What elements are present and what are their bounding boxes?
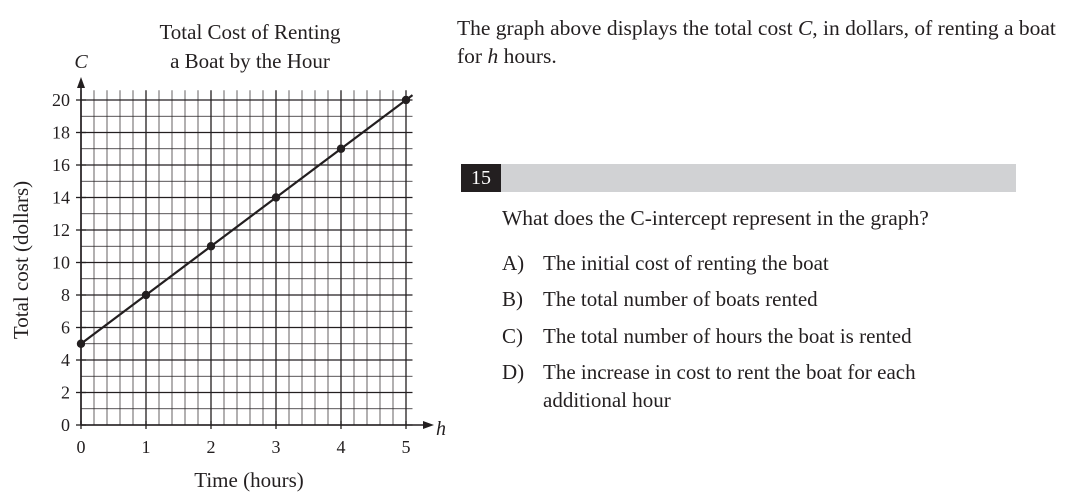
x-axis-label: Time (hours) xyxy=(194,468,304,492)
data-point xyxy=(142,291,150,299)
y-tick-label: 18 xyxy=(52,122,70,143)
data-point xyxy=(337,145,345,153)
y-tick-label: 8 xyxy=(61,285,70,305)
x-tick-label: 4 xyxy=(336,437,346,457)
question-prompt: What does the C-intercept represent in the graph? xyxy=(502,206,929,230)
choice-text: The total number of hours the boat is rented xyxy=(543,324,912,348)
intro-text-3: hours. xyxy=(498,44,557,68)
y-tick-label: 16 xyxy=(52,155,70,175)
intro-text-1: The graph above displays the total cost xyxy=(457,16,798,40)
x-tick-label: 0 xyxy=(76,437,86,457)
x-tick-label: 3 xyxy=(271,437,281,457)
x-axis-arrow-icon xyxy=(423,421,434,429)
x-tick-label: 2 xyxy=(206,437,216,457)
chart-title-line1: Total Cost of Renting xyxy=(159,20,341,44)
y-axis-label: Total cost (dollars) xyxy=(9,180,33,340)
choice-letter: D) xyxy=(502,360,525,384)
data-point xyxy=(77,340,85,348)
y-tick-label: 4 xyxy=(61,350,70,370)
chart-title-line2: a Boat by the Hour xyxy=(170,49,330,73)
y-tick-label: 14 xyxy=(52,187,70,208)
data-point xyxy=(402,96,410,104)
choice-text: The initial cost of renting the boat xyxy=(543,251,829,275)
choice-text: The total number of boats rented xyxy=(543,287,818,311)
choice-letter: A) xyxy=(502,251,525,275)
intro-text-2: , in dollars, of renting a boat for xyxy=(457,16,1056,68)
choice-letter: C) xyxy=(502,324,523,348)
y-tick-label: 0 xyxy=(61,415,70,435)
data-point xyxy=(272,193,280,201)
y-tick-label: 12 xyxy=(52,220,70,240)
y-tick-label: 2 xyxy=(61,382,70,403)
x-axis-variable: h xyxy=(436,418,446,440)
y-tick-label: 20 xyxy=(52,90,70,110)
y-tick-label: 6 xyxy=(61,317,70,338)
question-number: 15 xyxy=(461,164,501,192)
question-header-bar xyxy=(461,164,1016,192)
y-axis-arrow-icon xyxy=(77,77,85,88)
boat-rental-chart xyxy=(0,0,460,500)
intro-paragraph xyxy=(457,14,1057,70)
y-axis-variable: C xyxy=(74,51,88,73)
choice-letter: B) xyxy=(502,287,523,311)
intro-var-h: h xyxy=(487,44,499,68)
x-tick-label: 5 xyxy=(401,437,411,457)
choice-text: The increase in cost to rent the boat for each additional hour xyxy=(543,360,916,412)
intro-var-c: C xyxy=(797,16,813,40)
y-tick-label: 10 xyxy=(52,252,70,273)
x-tick-label: 1 xyxy=(141,437,151,457)
data-point xyxy=(207,242,215,250)
